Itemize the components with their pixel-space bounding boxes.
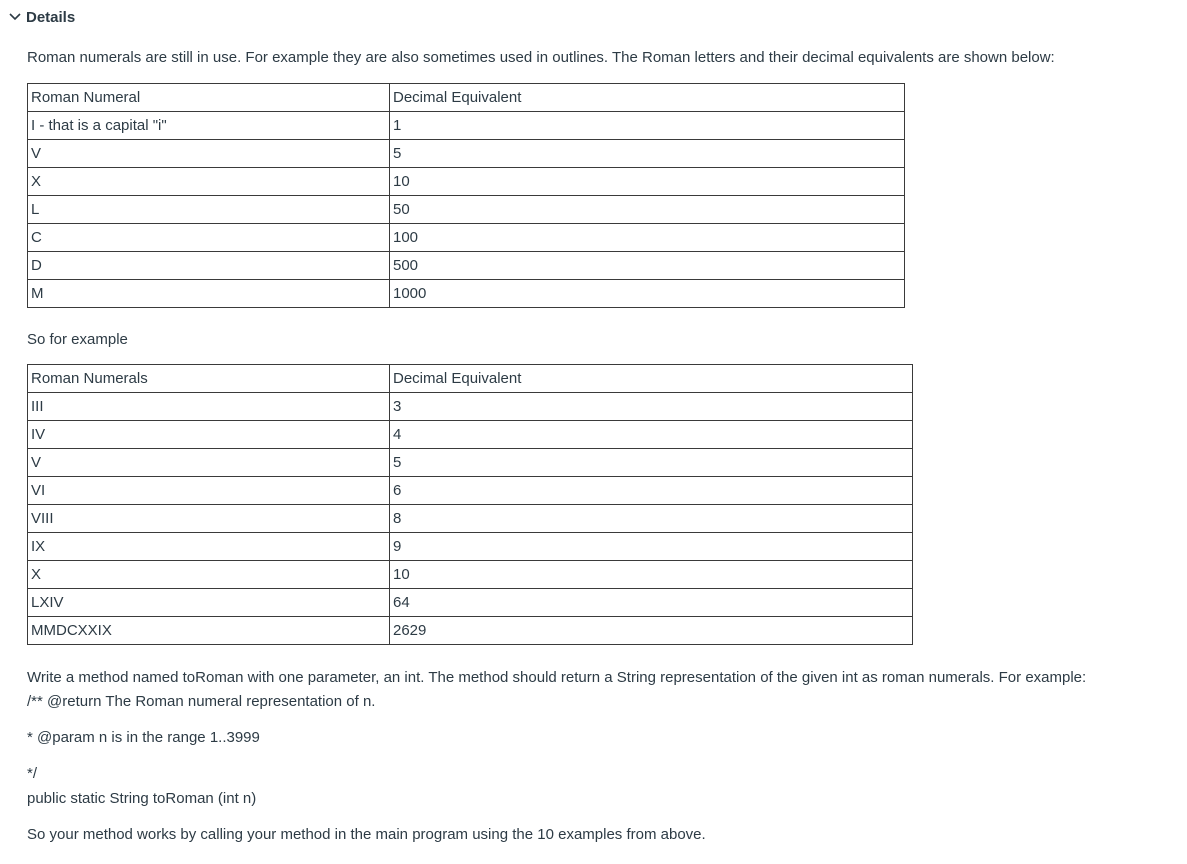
method-description-line: Write a method named toRoman with one parameter, an int. The method should return a String representation of the given int as roman numerals. For example: — [27, 669, 1087, 686]
chevron-down-icon — [6, 8, 24, 26]
roman-examples-table — [27, 364, 913, 645]
table-header-cell: Roman Numerals — [28, 365, 390, 393]
table-cell: V — [28, 449, 390, 477]
table-cell: 50 — [390, 196, 905, 224]
table-cell: 64 — [390, 589, 913, 617]
table-cell: 5 — [390, 449, 913, 477]
intro-paragraph: Roman numerals are still in use. For example they are also sometimes used in outlines. The Roman letters and their decimal equivalents are shown below: — [27, 49, 1055, 66]
table-cell: M — [28, 280, 390, 308]
table-row — [28, 280, 905, 308]
table-row — [28, 168, 905, 196]
table-cell: IX — [28, 533, 390, 561]
javadoc-param-line: * @param n is in the range 1..3999 — [27, 729, 260, 746]
table-cell: X — [28, 168, 390, 196]
table-row — [28, 252, 905, 280]
table-cell: 100 — [390, 224, 905, 252]
table-cell: I - that is a capital "i" — [28, 112, 390, 140]
table-row — [28, 505, 913, 533]
table-row — [28, 140, 905, 168]
table-cell: L — [28, 196, 390, 224]
javadoc-close-line: */ — [27, 765, 38, 782]
table-cell: 6 — [390, 477, 913, 505]
table-row — [28, 589, 913, 617]
table-row — [28, 561, 913, 589]
roman-numeral-table — [27, 83, 905, 308]
table-cell: MMDCXXIX — [28, 617, 390, 645]
table-cell: V — [28, 140, 390, 168]
table-header-cell: Roman Numeral — [28, 84, 390, 112]
method-signature: public static String toRoman (int n) — [27, 790, 257, 807]
table-cell: LXIV — [28, 589, 390, 617]
table-cell: 4 — [390, 421, 913, 449]
table-cell: 10 — [390, 561, 913, 589]
table-cell: 10 — [390, 168, 905, 196]
table-header-row — [28, 365, 913, 393]
table-cell: 5 — [390, 140, 905, 168]
method-description — [27, 668, 1177, 712]
table-cell: 1 — [390, 112, 905, 140]
table-row — [28, 421, 913, 449]
table-cell: 9 — [390, 533, 913, 561]
table-row — [28, 112, 905, 140]
table-row — [28, 224, 905, 252]
table-row — [28, 533, 913, 561]
table-row — [28, 449, 913, 477]
final-instruction: So your method works by calling your method in the main program using the 10 examples from above. — [27, 826, 706, 843]
table-cell: 3 — [390, 393, 913, 421]
table-cell: VI — [28, 477, 390, 505]
table-header-cell: Decimal Equivalent — [390, 84, 905, 112]
table-cell: III — [28, 393, 390, 421]
details-toggle[interactable] — [6, 6, 75, 28]
table-cell: C — [28, 224, 390, 252]
table-cell: X — [28, 561, 390, 589]
table-cell: 1000 — [390, 280, 905, 308]
table-cell: 8 — [390, 505, 913, 533]
table-cell: IV — [28, 421, 390, 449]
table-cell: 500 — [390, 252, 905, 280]
table-header-row — [28, 84, 905, 112]
table-cell: D — [28, 252, 390, 280]
javadoc-return-line: /** @return The Roman numeral representation of n. — [27, 693, 376, 710]
so-for-example-text: So for example — [27, 331, 128, 348]
table-cell: 2629 — [390, 617, 913, 645]
details-label: Details — [26, 8, 76, 26]
table-header-cell: Decimal Equivalent — [390, 365, 913, 393]
table-row — [28, 477, 913, 505]
table-row — [28, 617, 913, 645]
table-cell: VIII — [28, 505, 390, 533]
table-row — [28, 196, 905, 224]
table-row — [28, 393, 913, 421]
